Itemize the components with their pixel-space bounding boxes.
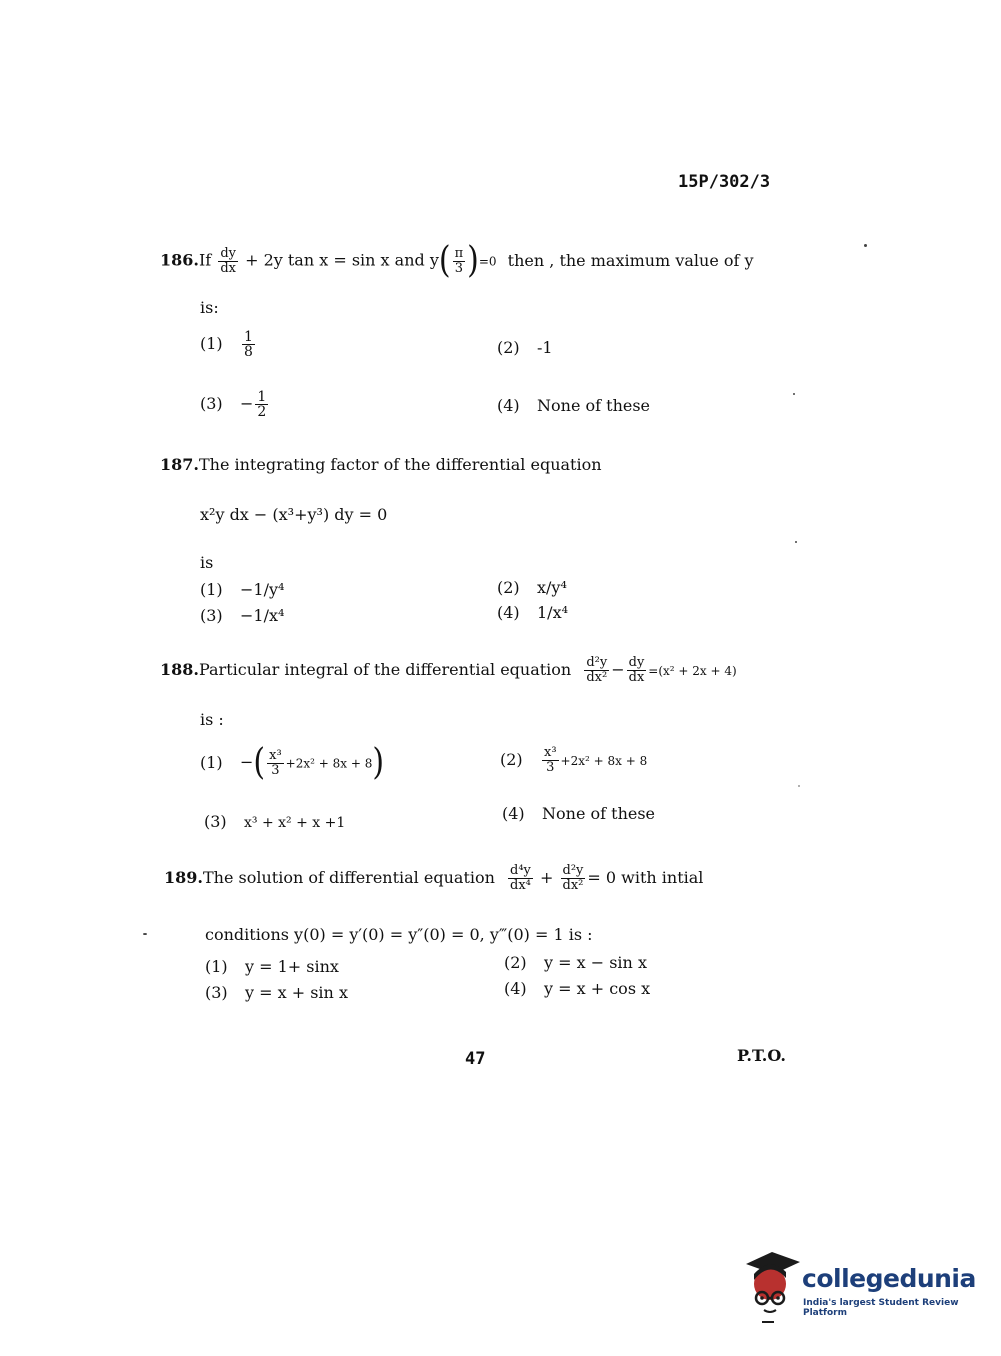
option-187-2: (2) x/y⁴ [497, 578, 567, 597]
option-187-1: (1) −1/y⁴ [200, 580, 285, 599]
option-189-3: (3) y = x + sin x [205, 983, 348, 1002]
question-186: 186.If $\frac{dy}{dx}$ + 2y tan x = sin x and y( $\frac{\pi}{3}$ )=0 then , the maximum value of y [160, 239, 754, 282]
paper-code: 15P/302/3 [678, 172, 771, 192]
question-number: 187. [160, 455, 199, 474]
fraction-dy-dx: $\frac{dy}{dx}$ [220, 245, 236, 276]
question-text-tail: = 0 with intial [587, 868, 704, 887]
option-189-4: (4) y = x + cos x [504, 979, 651, 998]
option-188-2: (2) $\frac{\text{x³}}{3}$ +2x² + 8x + 8 [500, 745, 648, 775]
option-189-1: (1) y = 1+ sinx [205, 957, 339, 976]
mascot-icon [742, 1250, 802, 1330]
option-187-4: (4) 1/x⁴ [497, 603, 569, 622]
option-188-3: (3) x³ + x² + x +1 [204, 812, 346, 831]
fraction-pi-3: $\frac{\pi}{3}$ [454, 245, 464, 276]
question-number: 189. [164, 868, 203, 887]
option-188-4: (4) None of these [502, 804, 656, 823]
question-187 [160, 455, 602, 474]
equals-zero: =0 [478, 254, 497, 269]
pto-label: P.T.O. [737, 1046, 786, 1065]
is-label: is : [200, 710, 224, 729]
question-text: If [198, 250, 212, 270]
logo-wordmark: collegedunia [802, 1264, 976, 1293]
equation-rhs: =(x² + 2x + 4) [648, 664, 737, 678]
option-187-3: (3) −1/x⁴ [200, 606, 285, 625]
is-label: is: [200, 298, 219, 317]
equation-187: x²y dx − (x³+y³) dy = 0 [200, 505, 388, 524]
option-186-2: (2) -1 [497, 338, 553, 357]
question-number: 186. [160, 250, 199, 270]
option-186-3: (3) − $\frac{1}{2}$ [200, 389, 267, 420]
is-label: is [200, 553, 214, 572]
option-189-2: (2) y = x − sin x [504, 953, 647, 972]
question-text: The integrating factor of the differential equation [198, 455, 602, 474]
option-186-4: (4) None of these [497, 396, 651, 415]
question-number: 188. [160, 660, 199, 679]
logo-tagline: India's largest Student Review Platform [803, 1298, 959, 1318]
question-text: Particular integral of the differential equation [198, 660, 572, 679]
option-186-1: (1) $\frac{1}{8}$ [200, 329, 253, 360]
collegedunia-logo [742, 1250, 976, 1330]
question-188: 188.Particular integral of the differential equation $\frac{\text{d²y}}{\text{dx²}}$ − $\frac{dy}{dx}$ =(x² + 2x + 4) [160, 655, 737, 685]
option-188-1: (1) −( $\frac{\text{x³}}{3}$ +2x² + 8x + 8) [200, 741, 385, 784]
y-symbol: y [429, 250, 439, 270]
question-text: The solution of differential equation [202, 868, 495, 887]
question-189: 189.The solution of differential equation $\frac{\text{d⁴y}}{\text{dx⁴}}$ + $\frac{\text{d²y}}{\text{dx²}}$ = 0 with intial [164, 863, 704, 893]
page-number: 47 [465, 1049, 486, 1069]
equation-part: + 2y tan x = sin x and [245, 250, 425, 270]
question-text-tail: then , the maximum value of y [507, 250, 754, 270]
initial-conditions: conditions y(0) = y′(0) = y″(0) = 0, y‴(0) = 1 is : [205, 925, 593, 944]
